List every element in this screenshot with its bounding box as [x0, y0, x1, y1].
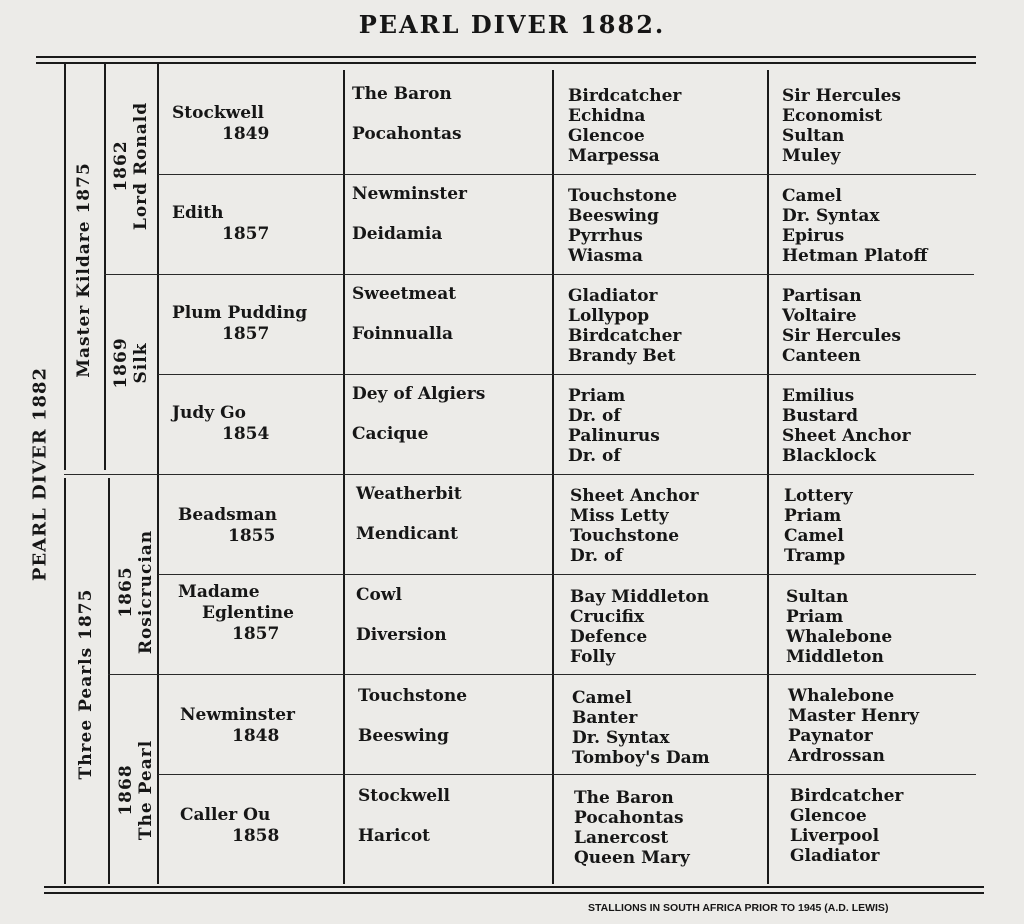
subject-name: PEARL DIVER 1882 — [29, 366, 51, 582]
list-item: Echidna — [568, 106, 646, 126]
list-item: Priam — [568, 386, 626, 406]
list-item: Sultan — [786, 587, 849, 607]
list-item: Sir Hercules — [782, 326, 901, 346]
top-rule-inner — [36, 62, 976, 64]
grandparent-year: 1869 — [111, 337, 131, 389]
list-item: Voltaire — [782, 306, 857, 326]
sire-entry: Cowl — [356, 585, 402, 605]
top-rule — [36, 56, 976, 58]
parents-cell — [356, 476, 556, 576]
ancestor-list — [790, 778, 990, 878]
ancestor-cell — [162, 374, 342, 474]
ancestor-name: Caller Ou — [180, 805, 271, 825]
list-item: Sir Hercules — [782, 86, 901, 106]
list-item: Paynator — [788, 726, 873, 746]
ancestor-year: 1848 — [232, 726, 280, 746]
list-item: Dr. of — [568, 446, 621, 466]
ancestor-list — [568, 378, 768, 478]
ancestor-cell — [162, 476, 342, 576]
list-item: Beeswing — [568, 206, 659, 226]
list-item: Dr. of — [568, 406, 621, 426]
source-caption: STALLIONS IN SOUTH AFRICA PRIOR TO 1945 (A.D. LEWIS) — [588, 902, 889, 914]
list-item: Master Henry — [788, 706, 920, 726]
dam-entry: Beeswing — [358, 726, 449, 746]
parents-cell — [352, 76, 552, 176]
list-item: Pocahontas — [574, 808, 684, 828]
sire-entry: Stockwell — [358, 786, 450, 806]
list-item: Dr. of — [570, 546, 623, 566]
ancestor-list — [786, 579, 986, 679]
sire-entry: Weatherbit — [356, 484, 462, 504]
list-item: Middleton — [786, 647, 884, 667]
ancestor-name: Judy Go — [172, 403, 246, 423]
list-item: Camel — [784, 526, 844, 546]
list-item: Birdcatcher — [568, 86, 682, 106]
list-item: Liverpool — [790, 826, 880, 846]
grandparent-year: 1868 — [116, 764, 136, 816]
ancestor-cell — [162, 74, 342, 174]
list-item: Tramp — [784, 546, 846, 566]
ancestor-year: 1857 — [232, 624, 280, 644]
ancestor-list — [782, 278, 982, 378]
dam-name: Three Pearls 1875 — [76, 588, 96, 780]
list-item: The Baron — [574, 788, 674, 808]
list-item: Economist — [782, 106, 883, 126]
list-item: Queen Mary — [574, 848, 690, 868]
page-title: PEARL DIVER 1882. — [358, 10, 666, 39]
bottom-rule — [44, 886, 984, 888]
list-item: Hetman Platoff — [782, 246, 928, 266]
column-divider — [104, 64, 106, 470]
ancestor-list — [784, 478, 984, 578]
list-item: Epirus — [782, 226, 845, 246]
ancestor-list — [568, 278, 768, 378]
grandparent-name: Rosicrucian — [136, 529, 156, 655]
list-item: Banter — [572, 708, 638, 728]
ancestor-cell — [162, 174, 342, 274]
parents-cell — [356, 577, 556, 677]
ancestor-cell — [162, 776, 342, 876]
dam-entry: Deidamia — [352, 224, 443, 244]
list-item: Marpessa — [568, 146, 660, 166]
dam-entry: Foinnualla — [352, 324, 453, 344]
list-item: Folly — [570, 647, 616, 667]
list-item: Pyrrhus — [568, 226, 643, 246]
list-item: Birdcatcher — [790, 786, 904, 806]
list-item: Crucifix — [570, 607, 645, 627]
ancestor-list — [568, 178, 768, 278]
list-item: Lottery — [784, 486, 853, 506]
ancestor-cell — [162, 676, 342, 776]
ancestor-name: Plum Pudding — [172, 303, 308, 323]
parents-cell — [352, 376, 552, 476]
dam-entry: Diversion — [356, 625, 447, 645]
list-item: Muley — [782, 146, 841, 166]
ancestor-list — [782, 78, 982, 178]
list-item: Touchstone — [570, 526, 680, 546]
ancestor-cell — [162, 274, 342, 374]
list-item: Defence — [570, 627, 648, 647]
ancestor-name: Beadsman — [178, 505, 278, 525]
list-item: Partisan — [782, 286, 862, 306]
sire-entry: Sweetmeat — [352, 284, 457, 304]
list-item: Emilius — [782, 386, 855, 406]
grandparent-year: 1865 — [116, 566, 136, 618]
grandparent-lord-ronald — [111, 102, 151, 230]
ancestor-list — [572, 680, 772, 780]
parents-cell — [352, 276, 552, 376]
list-item: Lanercost — [574, 828, 669, 848]
grandparent-name: The Pearl — [136, 739, 156, 841]
list-item: Whalebone — [786, 627, 893, 647]
ancestor-year: 1855 — [228, 526, 276, 546]
sire-name: Master Kildare 1875 — [74, 162, 94, 378]
list-item: Wiasma — [568, 246, 643, 266]
ancestor-year: 1858 — [232, 826, 280, 846]
list-item: Sheet Anchor — [570, 486, 699, 506]
ancestor-name-line2: Eglentine — [202, 603, 294, 623]
parents-cell — [358, 678, 558, 778]
list-item: Tomboy's Dam — [572, 748, 710, 768]
ancestor-year: 1854 — [222, 424, 270, 444]
list-item: Glencoe — [568, 126, 645, 146]
dam-entry: Pocahontas — [352, 124, 462, 144]
ancestor-list — [570, 579, 770, 679]
ancestor-year: 1857 — [222, 324, 270, 344]
grandparent-name: Lord Ronald — [131, 101, 151, 231]
ancestor-list — [782, 378, 982, 478]
ancestor-list — [570, 478, 770, 578]
list-item: Gladiator — [568, 286, 658, 306]
sire-entry: Newminster — [352, 184, 467, 204]
list-item: Palinurus — [568, 426, 660, 446]
ancestor-list — [574, 780, 774, 880]
list-item: Priam — [786, 607, 844, 627]
sire-entry: Touchstone — [358, 686, 468, 706]
grandparent-year: 1862 — [111, 140, 131, 192]
grandparent-the-pearl — [116, 740, 156, 840]
ancestor-list — [782, 178, 982, 278]
column-divider — [343, 70, 345, 884]
column-divider — [64, 64, 66, 470]
list-item: Whalebone — [788, 686, 895, 706]
list-item: Bustard — [782, 406, 859, 426]
bottom-rule-inner — [44, 892, 984, 894]
sire-entry: Dey of Algiers — [352, 384, 486, 404]
ancestor-year: 1849 — [222, 124, 270, 144]
list-item: Camel — [572, 688, 632, 708]
list-item: Gladiator — [790, 846, 880, 866]
list-item: Glencoe — [790, 806, 867, 826]
ancestor-year: 1857 — [222, 224, 270, 244]
list-item: Sultan — [782, 126, 845, 146]
list-item: Miss Letty — [570, 506, 669, 526]
ancestor-name-line1: Madame — [178, 582, 260, 602]
parents-cell — [358, 778, 558, 878]
list-item: Camel — [782, 186, 842, 206]
parents-cell — [352, 176, 552, 276]
ancestor-list — [568, 78, 768, 178]
column-divider — [64, 478, 66, 884]
ancestor-list — [788, 678, 988, 778]
dam-entry: Cacique — [352, 424, 429, 444]
list-item: Blacklock — [782, 446, 876, 466]
grandparent-name: Silk — [131, 342, 151, 384]
list-item: Priam — [784, 506, 842, 526]
list-item: Sheet Anchor — [782, 426, 911, 446]
dam-entry: Mendicant — [356, 524, 458, 544]
list-item: Canteen — [782, 346, 861, 366]
grandparent-silk — [111, 337, 151, 388]
column-divider — [108, 478, 110, 884]
list-item: Dr. Syntax — [782, 206, 880, 226]
list-item: Bay Middleton — [570, 587, 710, 607]
ancestor-cell — [162, 582, 342, 666]
list-item: Lollypop — [568, 306, 650, 326]
ancestor-name: Edith — [172, 203, 224, 223]
grandparent-rosicrucian — [116, 530, 156, 654]
list-item: Ardrossan — [788, 746, 885, 766]
list-item: Birdcatcher — [568, 326, 682, 346]
ancestor-name: Stockwell — [172, 103, 264, 123]
ancestor-name: Newminster — [180, 705, 295, 725]
list-item: Touchstone — [568, 186, 678, 206]
dam-entry: Haricot — [358, 826, 431, 846]
sire-entry: The Baron — [352, 84, 452, 104]
list-item: Brandy Bet — [568, 346, 676, 366]
list-item: Dr. Syntax — [572, 728, 670, 748]
